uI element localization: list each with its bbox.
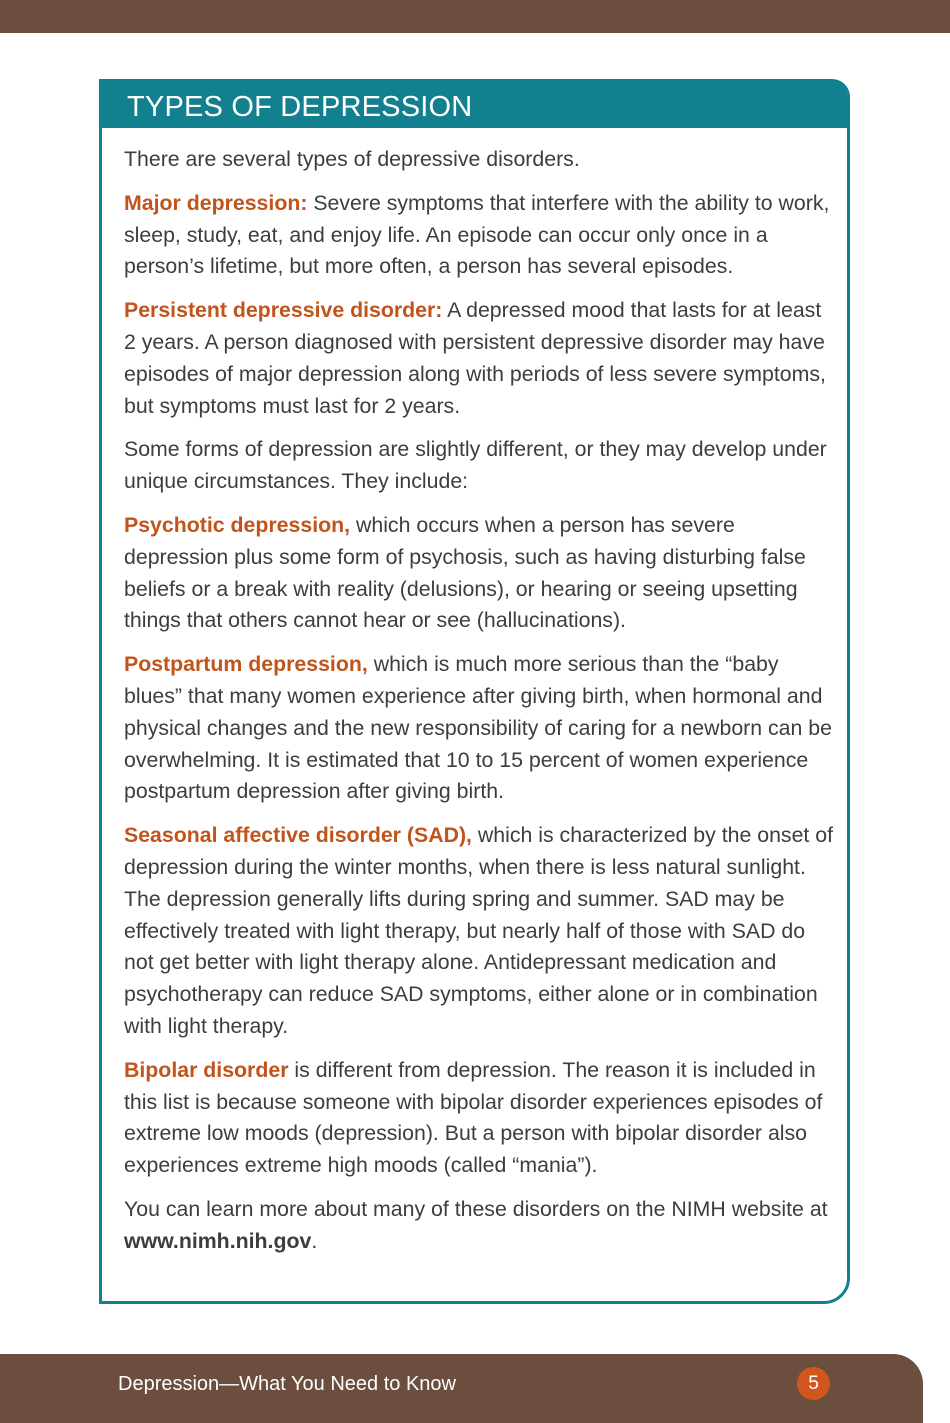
postpartum-depression-text: which is much more serious than the “baby blues” that many women experience after giving birth, when hormonal and physical changes and the new responsibility of caring for a newborn can be overwhelming. It is estimated that 10 to 15 percent of women experience postpartum depression after giving birth. <box>124 652 832 804</box>
bipolar-disorder-term: Bipolar disorder <box>124 1057 289 1082</box>
learn-more-text: You can learn more about many of these disorders on the NIMH website at <box>124 1196 828 1221</box>
major-depression-paragraph <box>124 188 836 283</box>
psychotic-depression-paragraph <box>124 510 836 637</box>
postpartum-depression-term: Postpartum depression, <box>124 652 368 677</box>
bipolar-disorder-paragraph <box>124 1055 836 1182</box>
intro-text: There are several types of depressive disorders. <box>124 147 580 171</box>
box-header <box>102 82 847 128</box>
forms-intro-text: Some forms of depression are slightly different, or they may develop under unique circumstances. They include: <box>124 437 827 494</box>
seasonal-affective-text: which is characterized by the onset of depression during the winter months, when there is less natural sunlight. The depression generally lifts during spring and summer. SAD may be effectively treated with light therapy, but nearly half of those with SAD do not get better with light therapy alone. Antidepressant medication and psychotherapy can reduce SAD symptoms, either alone or in combination with light therapy. <box>124 823 834 1038</box>
seasonal-affective-term: Seasonal affective disorder (SAD), <box>124 823 472 848</box>
persistent-depressive-term: Persistent depressive disorder: <box>124 298 443 323</box>
psychotic-depression-text: which occurs when a person has severe depression plus some form of psychosis, such as having disturbing false beliefs or a break with reality (delusions), or hearing or seeing upsetting things that others cannot hear or see (hallucinations). <box>124 512 806 633</box>
forms-intro-paragraph <box>124 434 836 498</box>
top-decorative-bar <box>0 0 950 33</box>
learn-more-paragraph <box>124 1194 836 1258</box>
major-depression-text: Severe symptoms that interfere with the ability to work, sleep, study, eat, and enjoy life. An episode can occur only once in a person’s lifetime, but more often, a person has several episodes. <box>124 190 830 279</box>
seasonal-affective-paragraph <box>124 820 836 1043</box>
learn-more-end: . <box>311 1228 318 1253</box>
intro-paragraph <box>124 144 836 176</box>
postpartum-depression-paragraph <box>124 649 836 808</box>
box-body <box>124 144 836 1270</box>
psychotic-depression-term: Psychotic depression, <box>124 512 351 537</box>
nimh-website-link[interactable]: www.nimh.nih.gov <box>124 1228 312 1253</box>
footer-title: Depression—What You Need to Know <box>118 1373 456 1395</box>
major-depression-term: Major depression: <box>124 190 308 215</box>
types-of-depression-box <box>99 79 850 1304</box>
persistent-depressive-text: A depressed mood that lasts for at least 2 years. A person diagnosed with persistent depressive disorder may have episodes of major depression along with periods of less severe symptoms, but symptoms must last for 2 years. <box>124 298 826 418</box>
persistent-depressive-paragraph <box>124 295 836 422</box>
page-number-badge: 5 <box>797 1367 830 1400</box>
footer-bar <box>0 1354 923 1423</box>
section-title: TYPES OF DEPRESSION <box>127 91 473 123</box>
bipolar-disorder-text: is different from depression. The reason it is included in this list is because someone with bipolar disorder experiences episodes of extreme low moods (depression). But a person with bipolar disorder also experiences extreme high moods (called “mania”). <box>124 1057 823 1178</box>
